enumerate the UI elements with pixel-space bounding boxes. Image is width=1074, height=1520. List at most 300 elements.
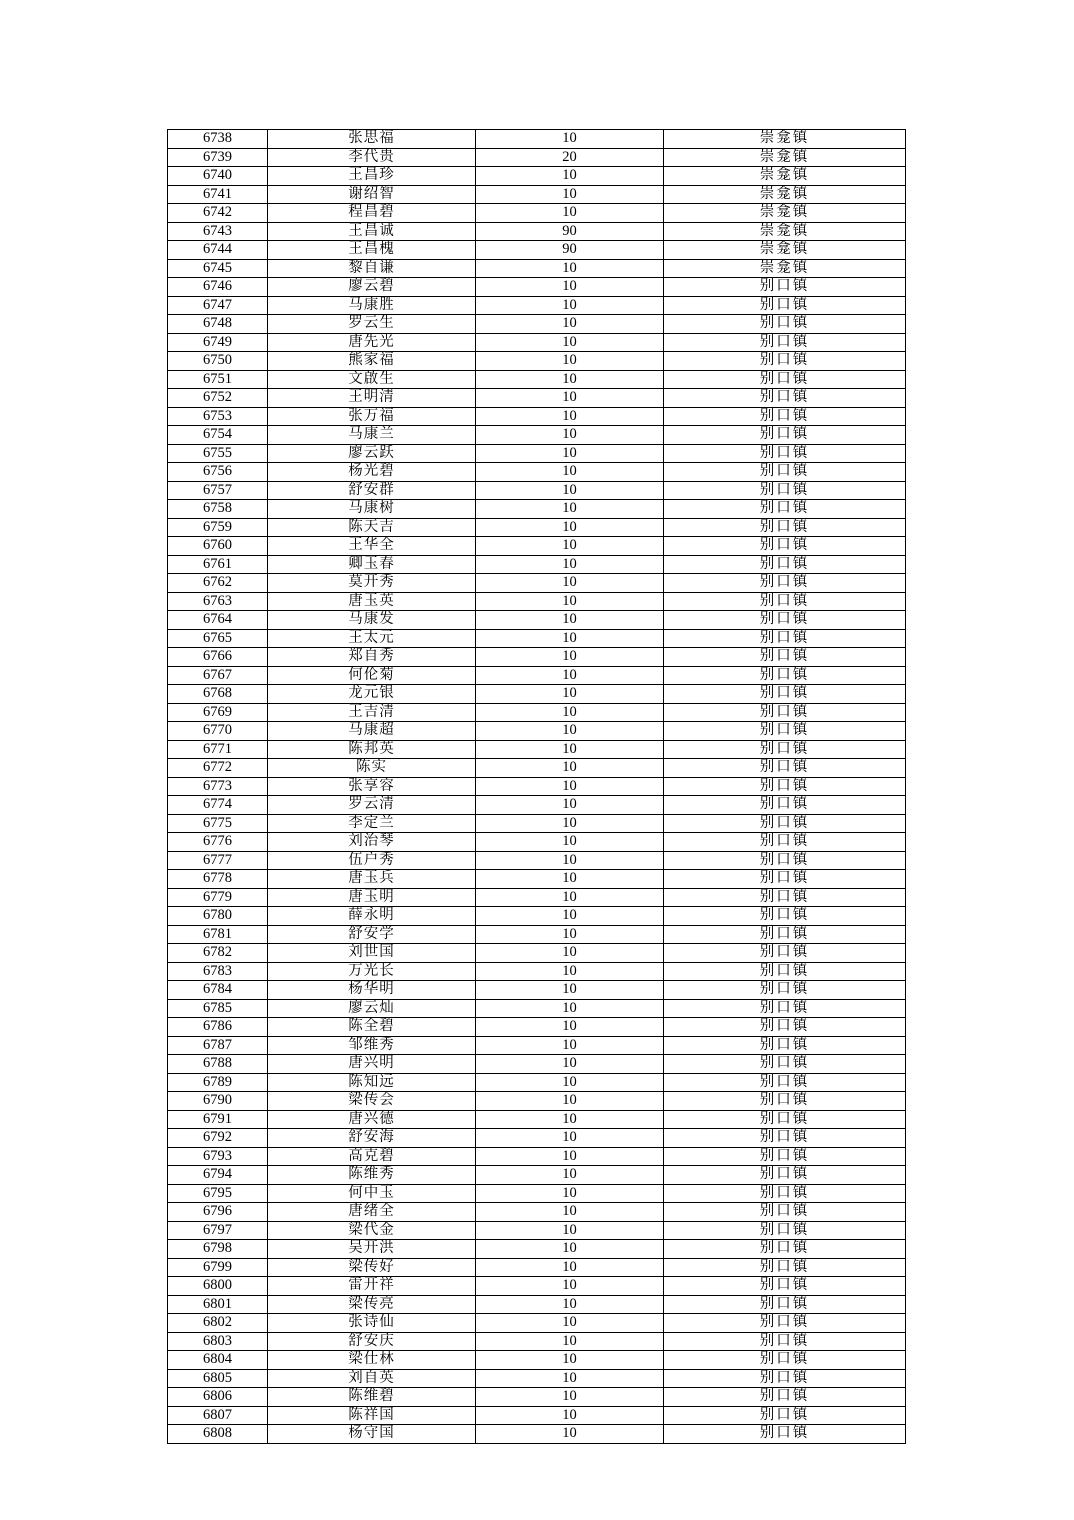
row-number-cell: 6789 — [168, 1073, 268, 1092]
amount-cell: 10 — [476, 1110, 664, 1129]
table-row — [168, 1055, 906, 1074]
amount-cell: 10 — [476, 463, 664, 482]
amount-cell: 10 — [476, 1166, 664, 1185]
amount-cell: 10 — [476, 1295, 664, 1314]
row-number-cell: 6748 — [168, 315, 268, 334]
town-cell: 别口镇 — [664, 352, 906, 371]
name-cell: 雷开祥 — [268, 1277, 476, 1296]
row-number-cell: 6806 — [168, 1388, 268, 1407]
row-number-cell: 6753 — [168, 407, 268, 426]
amount-cell: 10 — [476, 648, 664, 667]
table-row — [168, 1036, 906, 1055]
name-cell: 唐兴德 — [268, 1110, 476, 1129]
table-row — [168, 870, 906, 889]
amount-cell: 10 — [476, 1388, 664, 1407]
table-row — [168, 1314, 906, 1333]
amount-cell: 10 — [476, 518, 664, 537]
table-row — [168, 1406, 906, 1425]
town-cell: 别口镇 — [664, 925, 906, 944]
town-cell: 崇龛镇 — [664, 185, 906, 204]
name-cell: 邹维秀 — [268, 1036, 476, 1055]
name-cell: 张诗仙 — [268, 1314, 476, 1333]
amount-cell: 10 — [476, 555, 664, 574]
town-cell: 别口镇 — [664, 1203, 906, 1222]
table-row — [168, 1203, 906, 1222]
amount-cell: 10 — [476, 870, 664, 889]
name-cell: 廖云跃 — [268, 444, 476, 463]
town-cell: 别口镇 — [664, 1036, 906, 1055]
town-cell: 别口镇 — [664, 629, 906, 648]
table-row — [168, 629, 906, 648]
row-number-cell: 6750 — [168, 352, 268, 371]
table-row — [168, 703, 906, 722]
amount-cell: 10 — [476, 1184, 664, 1203]
table-row — [168, 981, 906, 1000]
table-row — [168, 1166, 906, 1185]
town-cell: 别口镇 — [664, 1406, 906, 1425]
row-number-cell: 6801 — [168, 1295, 268, 1314]
table-row — [168, 426, 906, 445]
town-cell: 别口镇 — [664, 981, 906, 1000]
name-cell: 郑自秀 — [268, 648, 476, 667]
name-cell: 张享容 — [268, 777, 476, 796]
town-cell: 别口镇 — [664, 1129, 906, 1148]
town-cell: 别口镇 — [664, 555, 906, 574]
table-row — [168, 722, 906, 741]
row-number-cell: 6766 — [168, 648, 268, 667]
name-cell: 王华全 — [268, 537, 476, 556]
amount-cell: 10 — [476, 537, 664, 556]
name-cell: 唐玉兵 — [268, 870, 476, 889]
name-cell: 梁传亮 — [268, 1295, 476, 1314]
town-cell: 别口镇 — [664, 426, 906, 445]
table-row — [168, 999, 906, 1018]
row-number-cell: 6762 — [168, 574, 268, 593]
row-number-cell: 6797 — [168, 1221, 268, 1240]
amount-cell: 10 — [476, 333, 664, 352]
name-cell: 王明清 — [268, 389, 476, 408]
name-cell: 梁传会 — [268, 1092, 476, 1111]
name-cell: 谢绍智 — [268, 185, 476, 204]
name-cell: 唐玉明 — [268, 888, 476, 907]
name-cell: 王太元 — [268, 629, 476, 648]
name-cell: 梁代金 — [268, 1221, 476, 1240]
table-row — [168, 185, 906, 204]
name-cell: 陈知远 — [268, 1073, 476, 1092]
row-number-cell: 6741 — [168, 185, 268, 204]
name-cell: 高克碧 — [268, 1147, 476, 1166]
town-cell: 别口镇 — [664, 518, 906, 537]
amount-cell: 10 — [476, 500, 664, 519]
town-cell: 别口镇 — [664, 611, 906, 630]
table-row — [168, 814, 906, 833]
row-number-cell: 6751 — [168, 370, 268, 389]
name-cell: 程昌碧 — [268, 204, 476, 223]
table-row — [168, 648, 906, 667]
table-row — [168, 796, 906, 815]
name-cell: 马康超 — [268, 722, 476, 741]
town-cell: 别口镇 — [664, 463, 906, 482]
town-cell: 别口镇 — [664, 333, 906, 352]
table-row — [168, 759, 906, 778]
town-cell: 别口镇 — [664, 1369, 906, 1388]
row-number-cell: 6768 — [168, 685, 268, 704]
town-cell: 别口镇 — [664, 315, 906, 334]
table-row — [168, 962, 906, 981]
name-cell: 吴开洪 — [268, 1240, 476, 1259]
row-number-cell: 6756 — [168, 463, 268, 482]
table-row — [168, 925, 906, 944]
table-row — [168, 888, 906, 907]
town-cell: 别口镇 — [664, 1295, 906, 1314]
amount-cell: 10 — [476, 703, 664, 722]
town-cell: 崇龛镇 — [664, 222, 906, 241]
row-number-cell: 6807 — [168, 1406, 268, 1425]
row-number-cell: 6755 — [168, 444, 268, 463]
table-row — [168, 222, 906, 241]
amount-cell: 10 — [476, 296, 664, 315]
row-number-cell: 6798 — [168, 1240, 268, 1259]
table-row — [168, 1258, 906, 1277]
row-number-cell: 6763 — [168, 592, 268, 611]
amount-cell: 10 — [476, 1092, 664, 1111]
name-cell: 万光长 — [268, 962, 476, 981]
town-cell: 别口镇 — [664, 1388, 906, 1407]
table-row — [168, 1110, 906, 1129]
town-cell: 崇龛镇 — [664, 259, 906, 278]
row-number-cell: 6786 — [168, 1018, 268, 1037]
row-number-cell: 6760 — [168, 537, 268, 556]
name-cell: 梁仕林 — [268, 1351, 476, 1370]
town-cell: 别口镇 — [664, 907, 906, 926]
amount-cell: 10 — [476, 796, 664, 815]
row-number-cell: 6758 — [168, 500, 268, 519]
name-cell: 王昌珍 — [268, 167, 476, 186]
amount-cell: 10 — [476, 1221, 664, 1240]
name-cell: 舒安海 — [268, 1129, 476, 1148]
table-row — [168, 1332, 906, 1351]
amount-cell: 10 — [476, 1055, 664, 1074]
name-cell: 陈祥国 — [268, 1406, 476, 1425]
amount-cell: 10 — [476, 592, 664, 611]
amount-cell: 10 — [476, 1332, 664, 1351]
town-cell: 别口镇 — [664, 574, 906, 593]
row-number-cell: 6787 — [168, 1036, 268, 1055]
table-row — [168, 463, 906, 482]
row-number-cell: 6791 — [168, 1110, 268, 1129]
name-cell: 罗云清 — [268, 796, 476, 815]
row-number-cell: 6745 — [168, 259, 268, 278]
table-row — [168, 1147, 906, 1166]
name-cell: 熊家福 — [268, 352, 476, 371]
row-number-cell: 6739 — [168, 148, 268, 167]
row-number-cell: 6778 — [168, 870, 268, 889]
table-row — [168, 130, 906, 149]
name-cell: 杨光碧 — [268, 463, 476, 482]
name-cell: 杨华明 — [268, 981, 476, 1000]
town-cell: 别口镇 — [664, 1258, 906, 1277]
table-row — [168, 1018, 906, 1037]
town-cell: 别口镇 — [664, 999, 906, 1018]
name-cell: 莫开秀 — [268, 574, 476, 593]
town-cell: 别口镇 — [664, 833, 906, 852]
table-row — [168, 666, 906, 685]
table-row — [168, 777, 906, 796]
name-cell: 唐先光 — [268, 333, 476, 352]
table-row — [168, 1073, 906, 1092]
row-number-cell: 6795 — [168, 1184, 268, 1203]
town-cell: 别口镇 — [664, 777, 906, 796]
row-number-cell: 6799 — [168, 1258, 268, 1277]
table-row — [168, 1388, 906, 1407]
town-cell: 别口镇 — [664, 1277, 906, 1296]
amount-cell: 10 — [476, 1277, 664, 1296]
name-cell: 张万福 — [268, 407, 476, 426]
town-cell: 别口镇 — [664, 1221, 906, 1240]
amount-cell: 10 — [476, 407, 664, 426]
table-row — [168, 944, 906, 963]
row-number-cell: 6774 — [168, 796, 268, 815]
amount-cell: 10 — [476, 167, 664, 186]
table-row — [168, 278, 906, 297]
data-table — [167, 129, 906, 1444]
town-cell: 别口镇 — [664, 444, 906, 463]
name-cell: 陈天吉 — [268, 518, 476, 537]
row-number-cell: 6781 — [168, 925, 268, 944]
name-cell: 刘自英 — [268, 1369, 476, 1388]
amount-cell: 10 — [476, 1147, 664, 1166]
name-cell: 陈维碧 — [268, 1388, 476, 1407]
amount-cell: 10 — [476, 925, 664, 944]
row-number-cell: 6765 — [168, 629, 268, 648]
amount-cell: 10 — [476, 759, 664, 778]
row-number-cell: 6749 — [168, 333, 268, 352]
amount-cell: 10 — [476, 777, 664, 796]
table-row — [168, 407, 906, 426]
town-cell: 别口镇 — [664, 962, 906, 981]
amount-cell: 10 — [476, 444, 664, 463]
row-number-cell: 6773 — [168, 777, 268, 796]
town-cell: 崇龛镇 — [664, 167, 906, 186]
name-cell: 何中玉 — [268, 1184, 476, 1203]
amount-cell: 10 — [476, 740, 664, 759]
amount-cell: 10 — [476, 1036, 664, 1055]
town-cell: 别口镇 — [664, 648, 906, 667]
row-number-cell: 6752 — [168, 389, 268, 408]
name-cell: 王昌槐 — [268, 241, 476, 260]
name-cell: 梁传好 — [268, 1258, 476, 1277]
row-number-cell: 6742 — [168, 204, 268, 223]
row-number-cell: 6783 — [168, 962, 268, 981]
table-row — [168, 296, 906, 315]
table-body — [168, 130, 906, 1444]
town-cell: 别口镇 — [664, 537, 906, 556]
name-cell: 罗云生 — [268, 315, 476, 334]
name-cell: 唐玉英 — [268, 592, 476, 611]
row-number-cell: 6793 — [168, 1147, 268, 1166]
row-number-cell: 6747 — [168, 296, 268, 315]
table-row — [168, 1184, 906, 1203]
town-cell: 别口镇 — [664, 870, 906, 889]
town-cell: 别口镇 — [664, 722, 906, 741]
table-row — [168, 389, 906, 408]
amount-cell: 10 — [476, 999, 664, 1018]
table-row — [168, 315, 906, 334]
name-cell: 杨守国 — [268, 1425, 476, 1444]
town-cell: 别口镇 — [664, 278, 906, 297]
name-cell: 刘世国 — [268, 944, 476, 963]
row-number-cell: 6771 — [168, 740, 268, 759]
town-cell: 别口镇 — [664, 296, 906, 315]
town-cell: 别口镇 — [664, 796, 906, 815]
amount-cell: 10 — [476, 851, 664, 870]
amount-cell: 10 — [476, 722, 664, 741]
name-cell: 王吉清 — [268, 703, 476, 722]
name-cell: 王昌诚 — [268, 222, 476, 241]
town-cell: 别口镇 — [664, 1314, 906, 1333]
table-row — [168, 851, 906, 870]
table-row — [168, 555, 906, 574]
table-row — [168, 1221, 906, 1240]
town-cell: 别口镇 — [664, 944, 906, 963]
row-number-cell: 6782 — [168, 944, 268, 963]
table-row — [168, 685, 906, 704]
table-row — [168, 1351, 906, 1370]
row-number-cell: 6754 — [168, 426, 268, 445]
name-cell: 舒安庆 — [268, 1332, 476, 1351]
amount-cell: 10 — [476, 1369, 664, 1388]
town-cell: 别口镇 — [664, 500, 906, 519]
row-number-cell: 6777 — [168, 851, 268, 870]
amount-cell: 10 — [476, 185, 664, 204]
amount-cell: 20 — [476, 148, 664, 167]
table-row — [168, 148, 906, 167]
row-number-cell: 6780 — [168, 907, 268, 926]
town-cell: 崇龛镇 — [664, 241, 906, 260]
table-row — [168, 518, 906, 537]
table-row — [168, 1369, 906, 1388]
table-row — [168, 1240, 906, 1259]
row-number-cell: 6779 — [168, 888, 268, 907]
table-row — [168, 1129, 906, 1148]
name-cell: 黎自谦 — [268, 259, 476, 278]
name-cell: 李代贵 — [268, 148, 476, 167]
row-number-cell: 6775 — [168, 814, 268, 833]
name-cell: 陈全碧 — [268, 1018, 476, 1037]
amount-cell: 90 — [476, 222, 664, 241]
name-cell: 马康兰 — [268, 426, 476, 445]
town-cell: 别口镇 — [664, 888, 906, 907]
amount-cell: 10 — [476, 426, 664, 445]
amount-cell: 10 — [476, 1406, 664, 1425]
row-number-cell: 6804 — [168, 1351, 268, 1370]
amount-cell: 10 — [476, 352, 664, 371]
amount-cell: 10 — [476, 666, 664, 685]
name-cell: 伍户秀 — [268, 851, 476, 870]
name-cell: 马康树 — [268, 500, 476, 519]
town-cell: 别口镇 — [664, 370, 906, 389]
town-cell: 别口镇 — [664, 1240, 906, 1259]
amount-cell: 10 — [476, 944, 664, 963]
amount-cell: 10 — [476, 814, 664, 833]
town-cell: 别口镇 — [664, 740, 906, 759]
town-cell: 别口镇 — [664, 592, 906, 611]
amount-cell: 10 — [476, 833, 664, 852]
row-number-cell: 6744 — [168, 241, 268, 260]
town-cell: 崇龛镇 — [664, 204, 906, 223]
amount-cell: 10 — [476, 204, 664, 223]
row-number-cell: 6757 — [168, 481, 268, 500]
table-row — [168, 907, 906, 926]
row-number-cell: 6759 — [168, 518, 268, 537]
amount-cell: 10 — [476, 130, 664, 149]
town-cell: 别口镇 — [664, 703, 906, 722]
row-number-cell: 6805 — [168, 1369, 268, 1388]
table-row — [168, 241, 906, 260]
row-number-cell: 6746 — [168, 278, 268, 297]
table-row — [168, 259, 906, 278]
row-number-cell: 6802 — [168, 1314, 268, 1333]
amount-cell: 10 — [476, 481, 664, 500]
amount-cell: 10 — [476, 574, 664, 593]
name-cell: 李定兰 — [268, 814, 476, 833]
table-row — [168, 352, 906, 371]
town-cell: 别口镇 — [664, 685, 906, 704]
name-cell: 唐兴明 — [268, 1055, 476, 1074]
amount-cell: 10 — [476, 962, 664, 981]
amount-cell: 10 — [476, 389, 664, 408]
name-cell: 舒安群 — [268, 481, 476, 500]
name-cell: 陈邦英 — [268, 740, 476, 759]
name-cell: 唐绪全 — [268, 1203, 476, 1222]
amount-cell: 10 — [476, 629, 664, 648]
row-number-cell: 6761 — [168, 555, 268, 574]
row-number-cell: 6738 — [168, 130, 268, 149]
row-number-cell: 6796 — [168, 1203, 268, 1222]
name-cell: 文啟生 — [268, 370, 476, 389]
amount-cell: 10 — [476, 370, 664, 389]
amount-cell: 10 — [476, 1425, 664, 1444]
town-cell: 别口镇 — [664, 1425, 906, 1444]
amount-cell: 90 — [476, 241, 664, 260]
row-number-cell: 6769 — [168, 703, 268, 722]
row-number-cell: 6792 — [168, 1129, 268, 1148]
town-cell: 别口镇 — [664, 481, 906, 500]
town-cell: 崇龛镇 — [664, 148, 906, 167]
table-row — [168, 611, 906, 630]
name-cell: 马康发 — [268, 611, 476, 630]
town-cell: 别口镇 — [664, 1166, 906, 1185]
name-cell: 陈实 — [268, 759, 476, 778]
row-number-cell: 6785 — [168, 999, 268, 1018]
amount-cell: 10 — [476, 315, 664, 334]
name-cell: 舒安学 — [268, 925, 476, 944]
amount-cell: 10 — [476, 1129, 664, 1148]
table-row — [168, 537, 906, 556]
table-row — [168, 1277, 906, 1296]
town-cell: 别口镇 — [664, 1332, 906, 1351]
name-cell: 龙元银 — [268, 685, 476, 704]
row-number-cell: 6772 — [168, 759, 268, 778]
amount-cell: 10 — [476, 888, 664, 907]
town-cell: 别口镇 — [664, 759, 906, 778]
table-row — [168, 1295, 906, 1314]
town-cell: 别口镇 — [664, 1351, 906, 1370]
name-cell: 陈维秀 — [268, 1166, 476, 1185]
amount-cell: 10 — [476, 1314, 664, 1333]
table-row — [168, 333, 906, 352]
table-row — [168, 1425, 906, 1444]
